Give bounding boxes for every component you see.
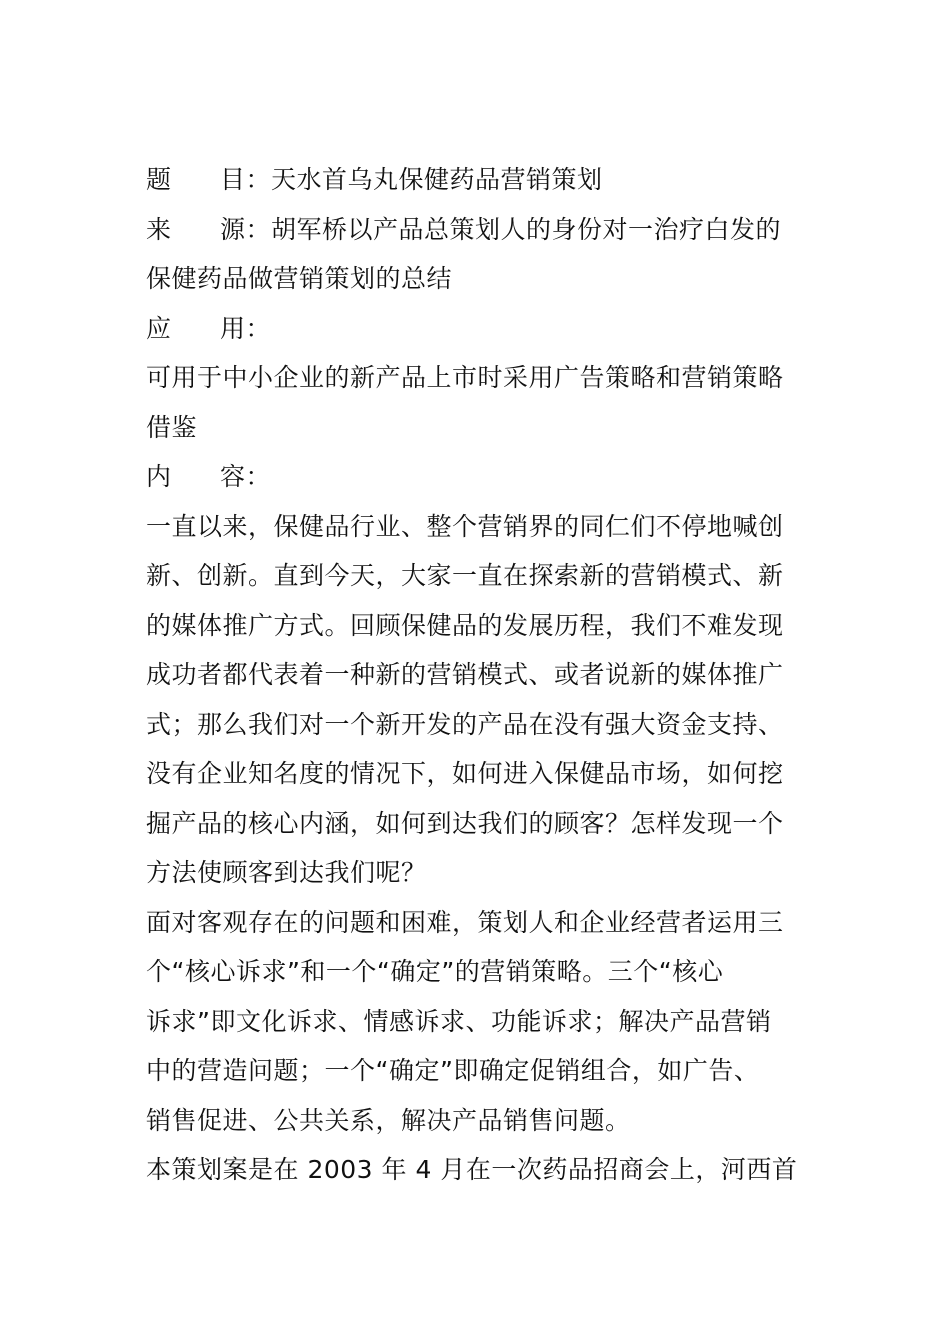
source-label-char-2: 源： bbox=[220, 214, 272, 244]
content-label bbox=[146, 452, 271, 502]
paragraph-line: 式；那么我们对一个新开发的产品在没有强大资金支持、 bbox=[146, 709, 784, 739]
paragraph-line: 销售促进、公共关系，解决产品销售问题。 bbox=[146, 1105, 631, 1135]
paragraph-line: 没有企业知名度的情况下，如何进入保健品市场，如何挖 bbox=[146, 759, 784, 788]
application-value-line2: 借鉴 bbox=[146, 412, 198, 442]
paragraph-line: 面对客观存在的问题和困难，策划人和企业经营者运用三 bbox=[146, 907, 784, 937]
title-label-char-2: 目： bbox=[220, 165, 272, 194]
application-label-line bbox=[146, 304, 808, 354]
content-label-char-1: 内 bbox=[146, 462, 172, 491]
paragraph-line: 本策划案是在 2003 年 4 月在一次药品招商会上，河西首 bbox=[146, 1155, 798, 1184]
source-line-2: 保健药品做营销策划的总结 bbox=[146, 264, 453, 293]
paragraph-line: 个“核心诉求”和一个“确定”的营销策略。三个“核心 bbox=[146, 957, 724, 986]
content-label-line bbox=[146, 452, 808, 502]
paragraph-3 bbox=[146, 1145, 808, 1195]
source-label bbox=[146, 205, 271, 255]
paragraph-line: 方法使顾客到达我们呢？ bbox=[146, 858, 427, 887]
paragraph-line: 诉求”即文化诉求、情感诉求、功能诉求；解决产品营销 bbox=[146, 1006, 772, 1036]
source-value-line1: 胡军桥以产品总策划人的身份对一治疗白发的 bbox=[271, 214, 782, 244]
paragraph-2 bbox=[146, 898, 808, 1146]
application-label-char-2: 用： bbox=[220, 313, 272, 343]
title-value: 天水首乌丸保健药品营销策划 bbox=[271, 165, 603, 194]
title-line bbox=[146, 155, 808, 205]
paragraph-line: 成功者都代表着一种新的营销模式、或者说新的媒体推广 bbox=[146, 660, 784, 689]
source-label-char-1: 来 bbox=[146, 214, 172, 244]
application-label-char-1: 应 bbox=[146, 313, 172, 343]
application-label bbox=[146, 304, 271, 354]
title-label bbox=[146, 155, 271, 205]
paragraph-line: 中的营造问题；一个“确定”即确定促销组合，如广告、 bbox=[146, 1056, 760, 1085]
source-line-1 bbox=[146, 205, 808, 255]
document-content bbox=[146, 155, 808, 1195]
title-label-char-1: 题 bbox=[146, 165, 172, 194]
application-value-line1: 可用于中小企业的新产品上市时采用广告策略和营销策略 bbox=[146, 363, 784, 392]
content-label-char-2: 容： bbox=[220, 462, 272, 491]
paragraph-line: 一直以来，保健品行业、整个营销界的同仁们不停地喊创 bbox=[146, 511, 784, 541]
paragraph-1 bbox=[146, 502, 808, 898]
paragraph-line: 新、创新。直到今天，大家一直在探索新的营销模式、新 bbox=[146, 561, 784, 590]
paragraph-line: 的媒体推广方式。回顾保健品的发展历程，我们不难发现 bbox=[146, 610, 784, 640]
paragraph-line: 掘产品的核心内涵，如何到达我们的顾客？怎样发现一个 bbox=[146, 808, 784, 838]
